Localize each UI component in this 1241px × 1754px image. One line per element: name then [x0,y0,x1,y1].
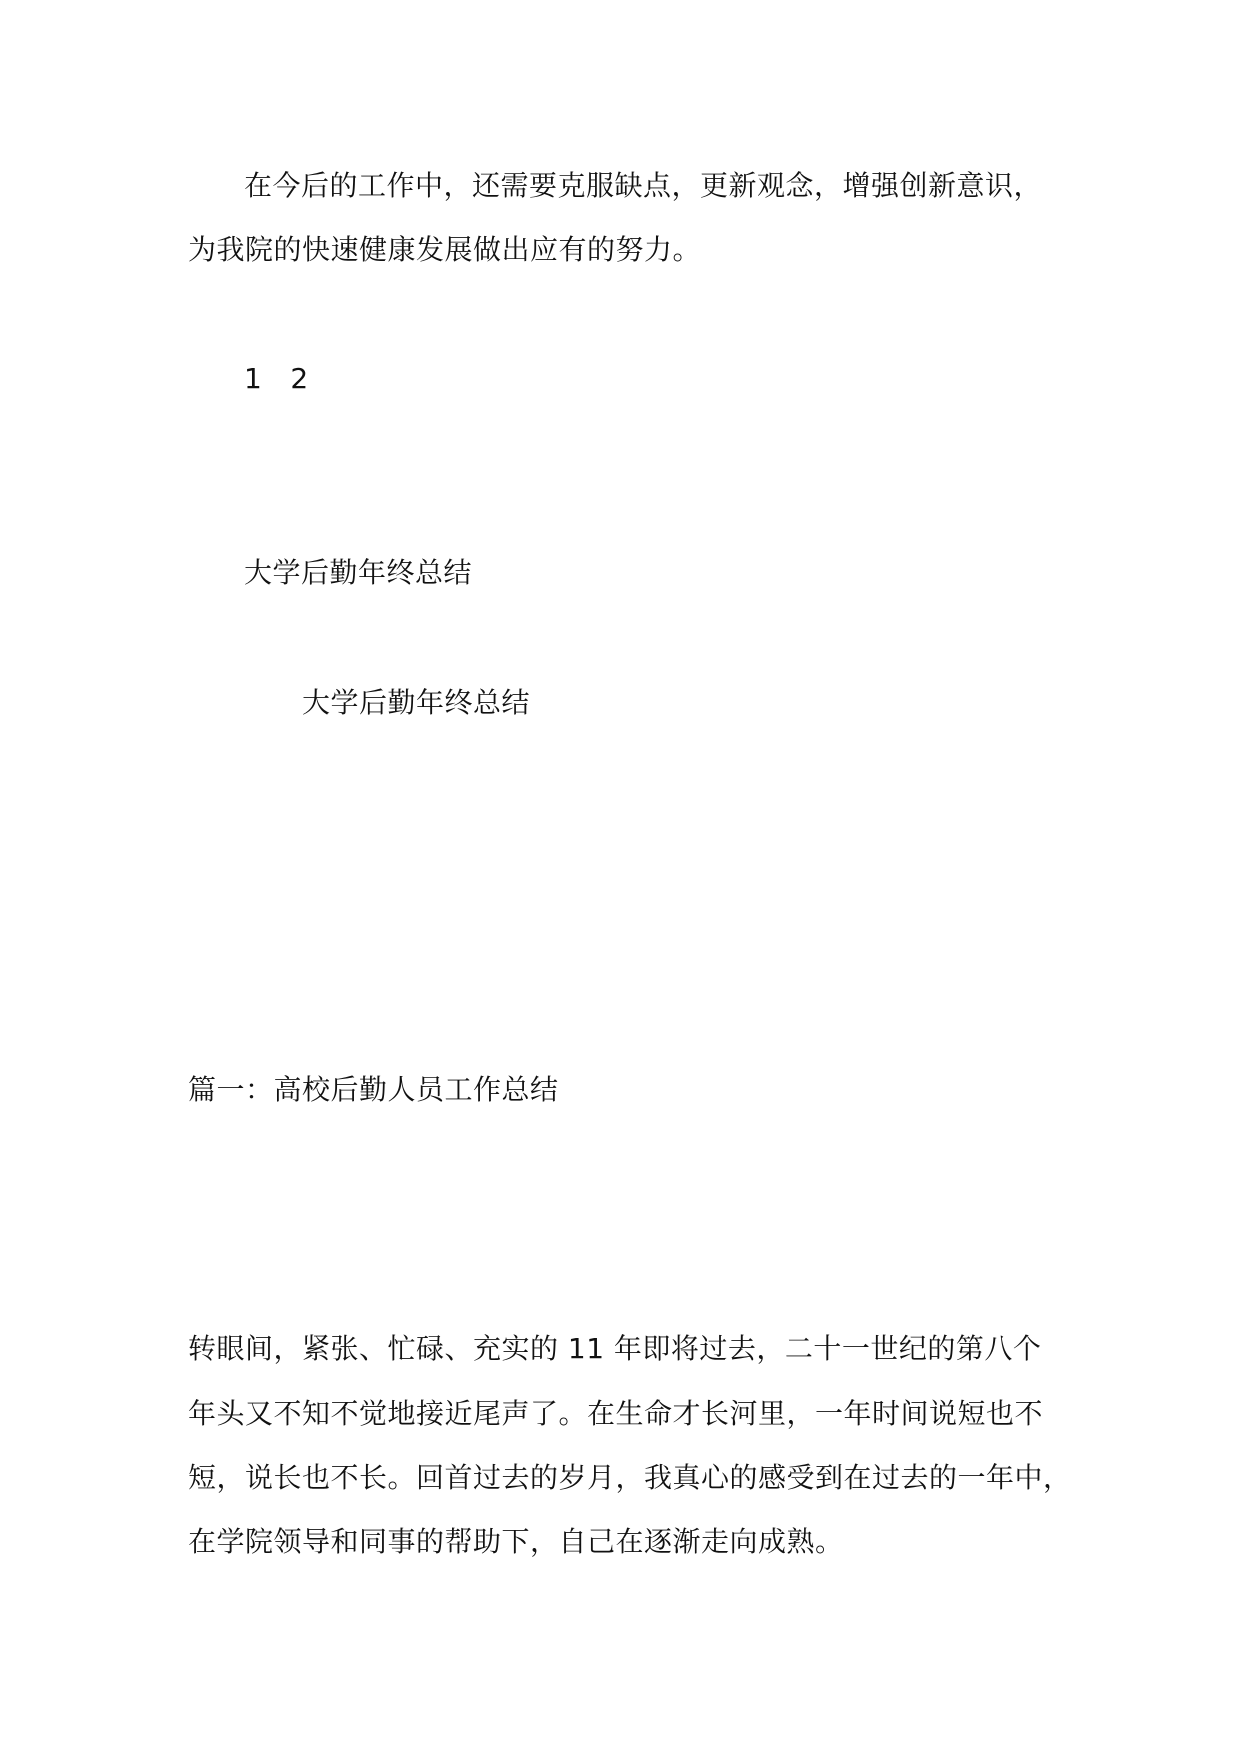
paragraph-1-line-1: 在今后的工作中，还需要克服缺点，更新观念，增强创新意识， [244,169,1043,202]
heading-2: 大学后勤年终总结 [302,686,531,719]
paragraph-2-line-4: 在学院领导和同事的帮助下，自己在逐渐走向成熟。 [188,1525,844,1558]
paragraph-2-line-1: 转眼间，紧张、忙碌、充实的 11 年即将过去，二十一世纪的第八个 [188,1332,1042,1365]
heading-1: 大学后勤年终总结 [244,556,473,589]
page-numbers [244,359,309,399]
paragraph-1-line-2: 为我院的快速健康发展做出应有的努力。 [188,233,702,266]
page-number-1: 1 [244,362,263,395]
section-title: 篇一：高校后勤人员工作总结 [188,1073,559,1106]
paragraph-2-line-3: 短，说长也不长。回首过去的岁月，我真心的感受到在过去的一年中， [188,1461,1072,1494]
paragraph-2-line-2: 年头又不知不觉地接近尾声了。在生命才长河里，一年时间说短也不 [188,1397,1044,1430]
page-number-2: 2 [290,362,309,395]
